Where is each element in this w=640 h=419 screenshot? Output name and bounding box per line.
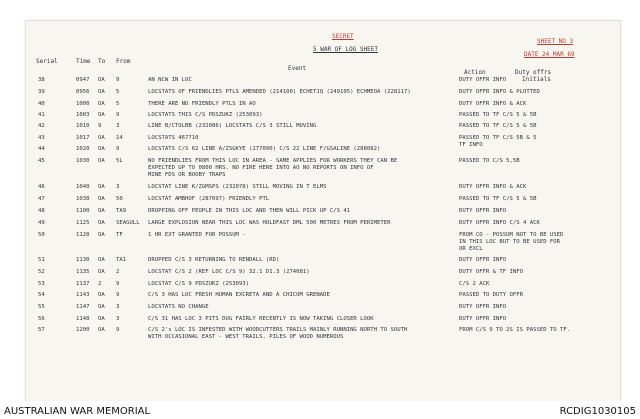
row-to: OA (98, 89, 105, 95)
row-serial: 43 (38, 135, 45, 141)
row-event-line: LARGE EXPLOSION NEAR THIS LOC WAS HOLDFAST DML 500 METRES FROM PERIMETER (148, 220, 391, 226)
row-to: OA (98, 257, 105, 263)
header-serial: Serial (36, 58, 58, 65)
row-from: 9 (116, 112, 120, 118)
row-event-line: MINE FDS OR BOOBY TRAPS (148, 172, 226, 178)
row-to: 9 (98, 123, 102, 129)
row-from: 2 (116, 269, 120, 275)
row-serial: 42 (38, 123, 45, 129)
row-to: OA (98, 101, 105, 107)
row-event-line: LOCSTATS C/S 62 LINE A/ZSGKYE (277090) C/S 22 LINE F/GSALINE (288082) (148, 146, 381, 152)
row-event-line: LOCSTATS 467710 (148, 135, 199, 141)
row-from: TA1 (116, 257, 127, 263)
row-serial: 46 (38, 184, 45, 190)
row-from: TA9 (116, 208, 127, 214)
row-action-line: DUTY OFFR INFO (459, 208, 507, 214)
row-to: 2 (98, 281, 102, 287)
row-serial: 51 (38, 257, 45, 263)
log-sheet-page (25, 20, 621, 403)
header-time: Time (76, 58, 91, 65)
header-event: Event (288, 65, 307, 72)
row-event-line: C/S 3 HAS LOC FRESH HUMAN EXCRETA AND A CHICOM GRENADE (148, 292, 330, 298)
row-action-line: PASSED TO TF C/S 5B & 5 (459, 135, 537, 141)
row-serial: 52 (38, 269, 45, 275)
row-action-line: TF INFO (459, 142, 483, 148)
row-serial: 49 (38, 220, 45, 226)
row-to: OA (98, 196, 105, 202)
row-to: OA (98, 327, 105, 333)
header-duty-offr: Duty offrs (515, 69, 552, 76)
row-event-line: LOCSTAT C/S 2 (REF LOC C/S 9) 32.1 D1.3 (274081) (148, 269, 310, 275)
sheet-title: 5 WAR OF LOG SHEET (313, 46, 379, 53)
row-to: OA (98, 77, 105, 83)
row-action-line: DUTY OFFR INFO & ACK (459, 101, 527, 107)
row-from: 9 (116, 327, 120, 333)
header-from: From (116, 58, 131, 65)
row-from: 3 (116, 184, 120, 190)
row-event-line: NO FRIENDLIES FROM THIS LOC IN AREA - SAME APPLIES FOR WORKERS THEY CAN BE (148, 158, 398, 164)
row-action-line: FROM C/S 9 TO 2S IS PASSED TO TF. (459, 327, 571, 333)
row-from: 5 (116, 101, 120, 107)
row-serial: 38 (38, 77, 45, 83)
row-from: 3 (116, 304, 120, 310)
row-action-line: PASSED TO DUTY OFFR (459, 292, 523, 298)
row-to: OA (98, 269, 105, 275)
row-event-line: LOCSTAT LINE K/ZGMSPS (232078) STILL MOVING IN T ELMS (148, 184, 327, 190)
footer-record-id: RCDIG1030105 (559, 406, 636, 417)
row-event-line: THERE ARE NO FRIENDLY PTLS IN AO (148, 101, 256, 107)
row-from: SEAGULL (116, 220, 140, 226)
row-serial: 50 (38, 232, 45, 238)
row-time: 1000 (76, 101, 90, 107)
footer (0, 401, 640, 419)
row-serial: 48 (38, 208, 45, 214)
row-time: 1130 (76, 257, 90, 263)
row-event-line: LOCSTAT C/S 9 PDSZUKZ (253093) (148, 281, 250, 287)
row-event-line: DROPPED C/S 3 RETURNING TO RENDALL (RD) (148, 257, 280, 263)
row-action-line: DUTY OFFR INFO C/S 4 ACK (459, 220, 540, 226)
row-from: 3 (116, 316, 120, 322)
row-time: 1003 (76, 112, 90, 118)
row-to: OA (98, 135, 105, 141)
row-serial: 40 (38, 101, 45, 107)
row-from: 3 (116, 123, 120, 129)
row-serial: 55 (38, 304, 45, 310)
row-action-line: PASSED TO TF C/S 5 & 5B (459, 196, 537, 202)
row-serial: 56 (38, 316, 45, 322)
row-time: 1200 (76, 327, 90, 333)
row-from: 5L (116, 158, 123, 164)
row-action-line: DUTY OFFR INFO (459, 257, 507, 263)
row-serial: 57 (38, 327, 45, 333)
row-action-line: IN THIS LOC BUT TO BE USED FOR (459, 239, 561, 245)
row-serial: 47 (38, 196, 45, 202)
classification-top: SECRET (332, 33, 354, 40)
row-to: OA (98, 316, 105, 322)
sheet-number: SHEET NO 3 (537, 38, 574, 45)
row-event-line: 1 HR EXT GRANTED FOR POSSUM - (148, 232, 246, 238)
row-time: 1040 (76, 184, 90, 190)
row-to: OA (98, 220, 105, 226)
row-to: OA (98, 304, 105, 310)
row-event-line: EXPECTED UP TO 0800 HRS. NO FIRE HERE INTO AO NO REPORTS ON INFO OF (148, 165, 374, 171)
row-action-line: FROM CO - POSSUM NOT TO BE USED (459, 232, 564, 238)
row-event-line: LOCSTATS THIS C/S PDSZUKZ (253093) (148, 112, 263, 118)
row-to: OA (98, 184, 105, 190)
row-event-line: LOCSTAT AMBHOF (287097) FRIENDLY PTL (148, 196, 270, 202)
row-action-line: DUTY OFFR INFO (459, 77, 507, 83)
row-to: OA (98, 146, 105, 152)
row-from: 9 (116, 77, 120, 83)
row-time: 1010 (76, 123, 90, 129)
row-time: 1148 (76, 316, 90, 322)
row-event-line: AN NCW IN LOC (148, 77, 192, 83)
header-action: Action (464, 69, 486, 76)
row-event-line: WITH OCCASIONAL EAST - WEST TRAILS. PILES OF WOOD NUMEROUS (148, 334, 344, 340)
row-time: 0956 (76, 89, 90, 95)
row-event-line: LOCSTATS OF FRIENDLIES PTLS AMENDED (214100) ECHETJQ (249105) ECHMEOA (228117) (148, 89, 411, 95)
row-time: 1038 (76, 196, 90, 202)
row-action-line: DUTY OFFR INFO (459, 304, 507, 310)
row-event-line: C/S 31 HAS LOC 3 PITS DUG FAIRLY RECENTLY IS NOW TAKING CLOSER LOOK (148, 316, 374, 322)
row-action-line: DUTY OFFR INFO & PLOTTED (459, 89, 540, 95)
row-from: 9 (116, 146, 120, 152)
row-time: 0947 (76, 77, 90, 83)
row-action-line: DUTY OFFR INFO & ACK (459, 184, 527, 190)
row-serial: 39 (38, 89, 45, 95)
row-to: OA (98, 208, 105, 214)
row-from: 5 (116, 89, 120, 95)
row-serial: 54 (38, 292, 45, 298)
row-action-line: PASSED TO C/S 5,5B (459, 158, 520, 164)
row-event-line: C/S 2's LOC IS INFESTED WITH WOODCUTTERS TRAILS MAINLY RUNNING NORTH TO SOUTH (148, 327, 408, 333)
row-event-line: LOCSTATS NO CHANGE (148, 304, 209, 310)
row-action-line: PASSED TO TF C/S 5 & 5B (459, 123, 537, 129)
row-action-line: C/S 2 ACK (459, 281, 490, 287)
row-from: 50 (116, 196, 123, 202)
row-time: 1020 (76, 146, 90, 152)
row-action-line: DUTY OFFR & TF INFO (459, 269, 523, 275)
row-time: 1137 (76, 281, 90, 287)
footer-archive-name: AUSTRALIAN WAR MEMORIAL (4, 406, 151, 417)
row-time: 1147 (76, 304, 90, 310)
row-time: 1100 (76, 208, 90, 214)
row-event-line: LINE B/CTOLBB (232086) LOCSTATS C/S 3 STILL MOVING (148, 123, 317, 129)
row-serial: 53 (38, 281, 45, 287)
row-serial: 44 (38, 146, 45, 152)
row-time: 1125 (76, 220, 90, 226)
row-from: 9 (116, 292, 120, 298)
row-event-line: DROPPING OFF PEOPLE IN THIS LOC AND THEN WILL PICK UP C/S 41 (148, 208, 351, 214)
row-time: 1135 (76, 269, 90, 275)
row-action-line: PASSED TO TF C/S 5 & 5B (459, 112, 537, 118)
row-action-line: DUTY OFFR INFO (459, 316, 507, 322)
row-time: 1143 (76, 292, 90, 298)
row-serial: 41 (38, 112, 45, 118)
row-serial: 45 (38, 158, 45, 164)
row-to: OA (98, 292, 105, 298)
row-to: OA (98, 232, 105, 238)
row-time: 1030 (76, 158, 90, 164)
row-time: 1017 (76, 135, 90, 141)
row-from: 9 (116, 281, 120, 287)
row-to: OA (98, 112, 105, 118)
row-from: 14 (116, 135, 123, 141)
header-to: To (98, 58, 106, 65)
row-time: 1128 (76, 232, 90, 238)
row-action-line: OR EXCL (459, 246, 483, 252)
sheet-date: DATE 24 MAR 69 (524, 51, 575, 58)
row-from: TF (116, 232, 123, 238)
row-to: OA (98, 158, 105, 164)
header-initials: Initials (522, 76, 551, 83)
